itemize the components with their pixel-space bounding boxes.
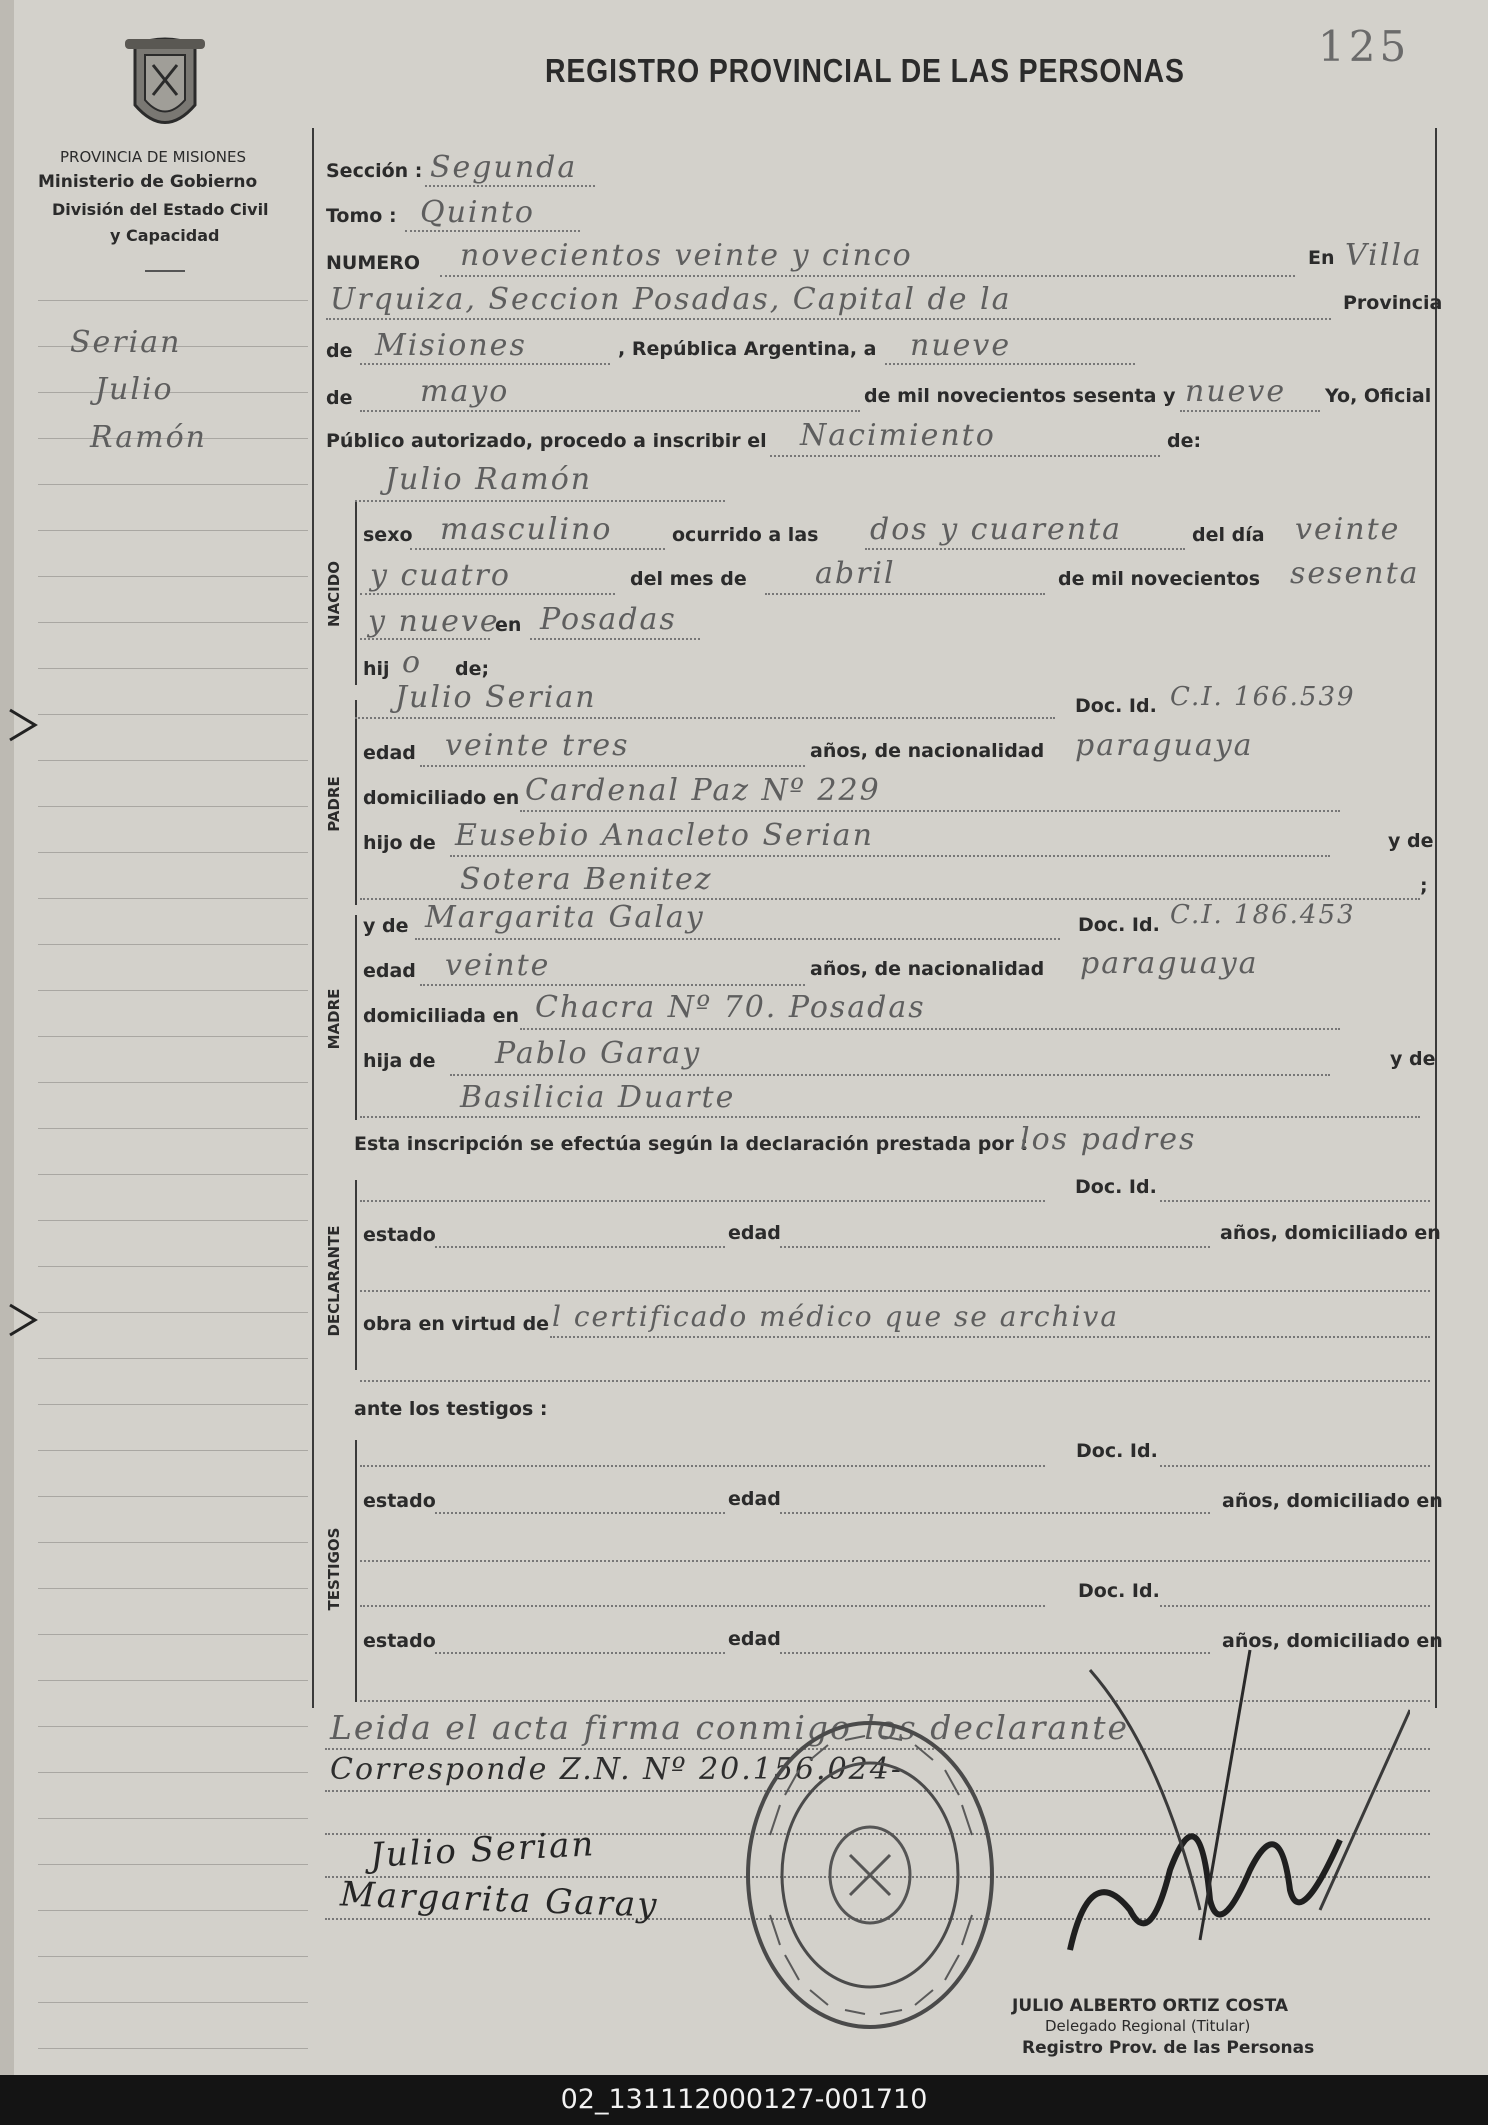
margin-ruled-line	[38, 668, 308, 669]
year-line	[1180, 410, 1320, 412]
testigo2-edad-label: edad	[728, 1628, 781, 1650]
testigo1-edad-label: edad	[728, 1488, 781, 1510]
madre-name-line	[415, 938, 1060, 940]
anio-value: sesenta	[1290, 556, 1420, 591]
dia-line	[885, 363, 1135, 365]
nacido-section-label: NACIDO	[325, 561, 343, 627]
hora-value: dos y cuarenta	[870, 512, 1123, 547]
issuer-line3: División del Estado Civil	[52, 200, 269, 219]
dia-value: veinte	[1295, 512, 1401, 547]
sexo-label: sexo	[363, 524, 413, 546]
padre-doc-label: Doc. Id.	[1075, 695, 1157, 717]
hij-de-label: de;	[455, 658, 490, 680]
declaracion-value: los padres	[1020, 1122, 1197, 1157]
right-rule	[1435, 128, 1437, 1708]
margin-notch-icon	[5, 700, 45, 750]
margin-ruled-line	[38, 944, 308, 945]
declarante-estado-label: estado	[363, 1224, 436, 1246]
seccion-value: Segunda	[430, 150, 578, 185]
madre-dom-label: domiciliada en	[363, 1005, 520, 1027]
issuer-line2: Ministerio de Gobierno	[38, 172, 258, 192]
margin-ruled-line	[38, 1910, 308, 1911]
margin-ruled-line	[38, 1542, 308, 1543]
madre-yde-label: y de	[363, 915, 409, 937]
testigo1-estado-line	[435, 1512, 725, 1514]
margin-ruled-line	[38, 484, 308, 485]
margin-ruled-line	[38, 1358, 308, 1359]
padre-edad-label: edad	[363, 742, 416, 764]
declarante-anios-label: años, domiciliado en	[1220, 1222, 1441, 1244]
margin-ruled-line	[38, 1220, 308, 1221]
note1: Leida el acta firma conmigo los declarante	[330, 1708, 1130, 1747]
official-signature-icon	[1050, 1610, 1410, 1990]
margin-ruled-line	[38, 1680, 308, 1681]
lugar-value: Posadas	[540, 602, 677, 637]
testigos-label: ante los testigos :	[354, 1398, 548, 1420]
margin-ruled-line	[38, 1956, 308, 1957]
seccion-line	[425, 185, 595, 187]
tomo-value: Quinto	[420, 195, 535, 230]
madre-hija-line	[450, 1074, 1330, 1076]
obra-line	[550, 1336, 1430, 1338]
madre-doc-label: Doc. Id.	[1078, 914, 1160, 936]
padre-bracket	[355, 700, 357, 905]
madre-edad-line	[420, 984, 805, 986]
dia-value-2: y cuatro	[370, 558, 511, 593]
margin-ruled-line	[38, 576, 308, 577]
provincia-label: Provincia	[1343, 292, 1443, 314]
declarante-edad-line	[780, 1246, 1210, 1248]
testigo2-name-line	[360, 1605, 1045, 1607]
madre-hija-value: Pablo Garay	[495, 1036, 702, 1071]
note2: Corresponde Z.N. Nº 20.156.024-	[330, 1752, 903, 1787]
tomo-line	[405, 230, 580, 232]
nacido-mes-value: abril	[815, 556, 896, 591]
madre-dom-line	[520, 1028, 1340, 1030]
issuer-line1: PROVINCIA DE MISIONES	[60, 148, 246, 166]
testigos-bracket	[355, 1440, 357, 1702]
official-name: JULIO ALBERTO ORTIZ COSTA	[1012, 1996, 1289, 2016]
year-label: de mil novecientos sesenta y	[864, 385, 1176, 407]
padre-dom-value: Cardenal Paz Nº 229	[525, 773, 881, 808]
seccion-label: Sección :	[326, 160, 423, 182]
page-edge	[0, 0, 14, 2075]
official-role: Delegado Regional (Titular)	[1045, 2017, 1251, 2035]
obra-label: obra en virtud de	[363, 1313, 550, 1335]
hora-line	[865, 548, 1185, 550]
yo-label: Yo, Oficial	[1325, 385, 1432, 407]
margin-ruled-line	[38, 898, 308, 899]
margin-note-line1: Serian	[70, 325, 182, 360]
provincia-value: Misiones	[375, 328, 527, 363]
margin-ruled-line	[38, 1312, 308, 1313]
margin-ruled-line	[38, 1404, 308, 1405]
madre-hija-label: hija de	[363, 1050, 436, 1072]
padre-dom-line	[520, 810, 1340, 812]
padre-edad-value: veinte tres	[445, 728, 630, 763]
official-stamp-icon	[740, 1715, 1000, 2035]
margin-note-line2: Julio	[95, 372, 174, 407]
padre-edad-line	[420, 765, 805, 767]
mes-label: del mes de	[630, 568, 747, 590]
testigo1-dom-line	[360, 1560, 1430, 1562]
testigo1-estado-label: estado	[363, 1490, 436, 1512]
testigo1-doc-line	[1160, 1465, 1430, 1467]
page-title: REGISTRO PROVINCIAL DE LAS PERSONAS	[545, 52, 1185, 89]
margin-ruled-line	[38, 1036, 308, 1037]
margin-rule	[312, 128, 314, 1708]
dia2-line	[360, 593, 615, 595]
mes-line	[360, 410, 860, 412]
madre-dom-value: Chacra Nº 70. Posadas	[535, 990, 926, 1025]
testigo2-estado-line	[435, 1652, 725, 1654]
margin-ruled-line	[38, 760, 308, 761]
padre-nac-value: paraguaya	[1075, 728, 1254, 763]
padre-madre-value: Sotera Benitez	[460, 862, 713, 897]
margin-ruled-line	[38, 1588, 308, 1589]
lugar-line	[530, 638, 700, 640]
publico-label: Público autorizado, procedo a inscribir el	[326, 430, 767, 452]
declarante-edad-label: edad	[728, 1222, 781, 1244]
obra-value: l certificado médico que se archiva	[552, 1300, 1120, 1333]
madre-edad-label: edad	[363, 960, 416, 982]
madre-madre-value: Basilicia Duarte	[460, 1080, 736, 1115]
tomo-label: Tomo :	[326, 205, 397, 227]
nacido-name-value: Julio Ramón	[385, 462, 593, 497]
acto-line	[770, 455, 1160, 457]
padre-semicolon: ;	[1420, 875, 1428, 897]
testigo2-doc-label: Doc. Id.	[1078, 1580, 1160, 1602]
margin-ruled-line	[38, 806, 308, 807]
madre-madre-line	[360, 1116, 1420, 1118]
margin-ruled-line	[38, 714, 308, 715]
madre-nac-label: años, de nacionalidad	[810, 958, 1045, 980]
margin-ruled-line	[38, 530, 308, 531]
padre-hijo-value: Eusebio Anacleto Serian	[455, 818, 874, 853]
testigo1-anios-label: años, domiciliado en	[1222, 1490, 1443, 1512]
issuer-line4: y Capacidad	[110, 226, 220, 245]
margin-ruled-line	[38, 1450, 308, 1451]
padre-nac-label: años, de nacionalidad	[810, 740, 1045, 762]
testigo2-doc-line	[1160, 1605, 1430, 1607]
numero-line	[440, 275, 1295, 277]
padre-hijo-label: hijo de	[363, 832, 436, 854]
mes-value: mayo	[420, 374, 510, 409]
padre-name-value: Julio Serian	[395, 680, 597, 715]
margin-ruled-line	[38, 990, 308, 991]
margin-ruled-line	[38, 622, 308, 623]
file-id: 02_131112000127-001710	[560, 2084, 928, 2115]
madre-yde2-label: y de	[1390, 1048, 1436, 1070]
margin-ruled-line	[38, 1634, 308, 1635]
coat-of-arms-icon	[115, 35, 215, 145]
nacido-en-label: en	[495, 614, 522, 636]
testigo1-doc-label: Doc. Id.	[1076, 1440, 1158, 1462]
declarante-name-line	[360, 1200, 1045, 1202]
nacido-name-line	[355, 500, 725, 502]
margin-ruled-line	[38, 300, 308, 301]
margin-ruled-line	[38, 1496, 308, 1497]
declarante-estado-line	[435, 1246, 725, 1248]
margin-ruled-line	[38, 1128, 308, 1129]
declarante-section-label: DECLARANTE	[325, 1225, 343, 1337]
padre-name-line	[355, 717, 1055, 719]
nacido-bracket	[355, 502, 357, 685]
madre-doc-value: C.I. 186.453	[1170, 900, 1356, 930]
hij-value: o	[402, 645, 423, 680]
anio2-line	[360, 638, 490, 640]
padre-hijo-line	[450, 855, 1330, 857]
testigos-section-label: TESTIGOS	[325, 1527, 343, 1611]
en-value: Villa	[1345, 238, 1423, 273]
hij-label: hij	[363, 658, 390, 680]
padre-yde-label: y de	[1388, 830, 1434, 852]
declarante-dom-line	[360, 1290, 1430, 1292]
en-label: En	[1308, 247, 1335, 269]
de3-label: de:	[1167, 430, 1202, 452]
numero-value: novecientos veinte y cinco	[460, 238, 913, 273]
place-value: Urquiza, Seccion Posadas, Capital de la	[330, 282, 1012, 317]
place-line	[326, 318, 1331, 320]
year-value: nueve	[1185, 374, 1287, 409]
padre-dom-label: domiciliado en	[363, 787, 520, 809]
sexo-line	[410, 548, 665, 550]
testigo2-estado-label: estado	[363, 1630, 436, 1652]
republica-label: , República Argentina, a	[618, 338, 877, 360]
anio-value-2: y nueve	[368, 604, 500, 639]
page-number: 125	[1318, 22, 1411, 71]
margin-ruled-line	[38, 2048, 308, 2049]
margin-ruled-line	[38, 1818, 308, 1819]
de-label: de	[326, 340, 353, 362]
sexo-value: masculino	[440, 512, 613, 547]
padre-doc-value: C.I. 166.539	[1170, 682, 1356, 712]
madre-section-label: MADRE	[325, 988, 343, 1050]
margin-ruled-line	[38, 1726, 308, 1727]
margin-ruled-line	[38, 1082, 308, 1083]
madre-edad-value: veinte	[445, 948, 551, 983]
signature-mother: Margarita Garay	[339, 1874, 660, 1926]
del-dia-label: del día	[1192, 524, 1265, 546]
declarante-doc-line	[1160, 1200, 1430, 1202]
declarante-doc-label: Doc. Id.	[1075, 1176, 1157, 1198]
madre-nac-value: paraguaya	[1080, 946, 1259, 981]
margin-ruled-line	[38, 1174, 308, 1175]
de2-label: de	[326, 387, 353, 409]
acto-value: Nacimiento	[800, 418, 996, 453]
provincia-line	[360, 363, 610, 365]
declarante-bracket	[355, 1180, 357, 1370]
declaracion-label: Esta inscripción se efectúa según la declaración prestada por :	[354, 1133, 1029, 1155]
signature-father: Julio Serian	[369, 1824, 597, 1876]
testigo2-anios-label: años, domiciliado en	[1222, 1630, 1443, 1652]
issuer-divider	[145, 270, 185, 272]
testigo1-edad-line	[780, 1512, 1210, 1514]
dia-value: nueve	[910, 328, 1012, 363]
obra-line-2	[360, 1380, 1430, 1382]
numero-label: NUMERO	[326, 252, 420, 274]
margin-ruled-line	[38, 852, 308, 853]
margin-notch-icon	[5, 1295, 45, 1345]
padre-section-label: PADRE	[325, 776, 343, 832]
official-office: Registro Prov. de las Personas	[1022, 2038, 1315, 2058]
margin-ruled-line	[38, 1772, 308, 1773]
margin-ruled-line	[38, 1266, 308, 1267]
nacido-mes-line	[765, 593, 1045, 595]
testigo1-name-line	[360, 1465, 1045, 1467]
madre-bracket	[355, 915, 357, 1120]
margin-note-line3: Ramón	[90, 420, 207, 455]
madre-name-value: Margarita Galay	[425, 900, 705, 935]
anio-label: de mil novecientos	[1058, 568, 1261, 590]
ocurrido-label: ocurrido a las	[672, 524, 819, 546]
margin-ruled-line	[38, 2002, 308, 2003]
margin-ruled-line	[38, 1864, 308, 1865]
